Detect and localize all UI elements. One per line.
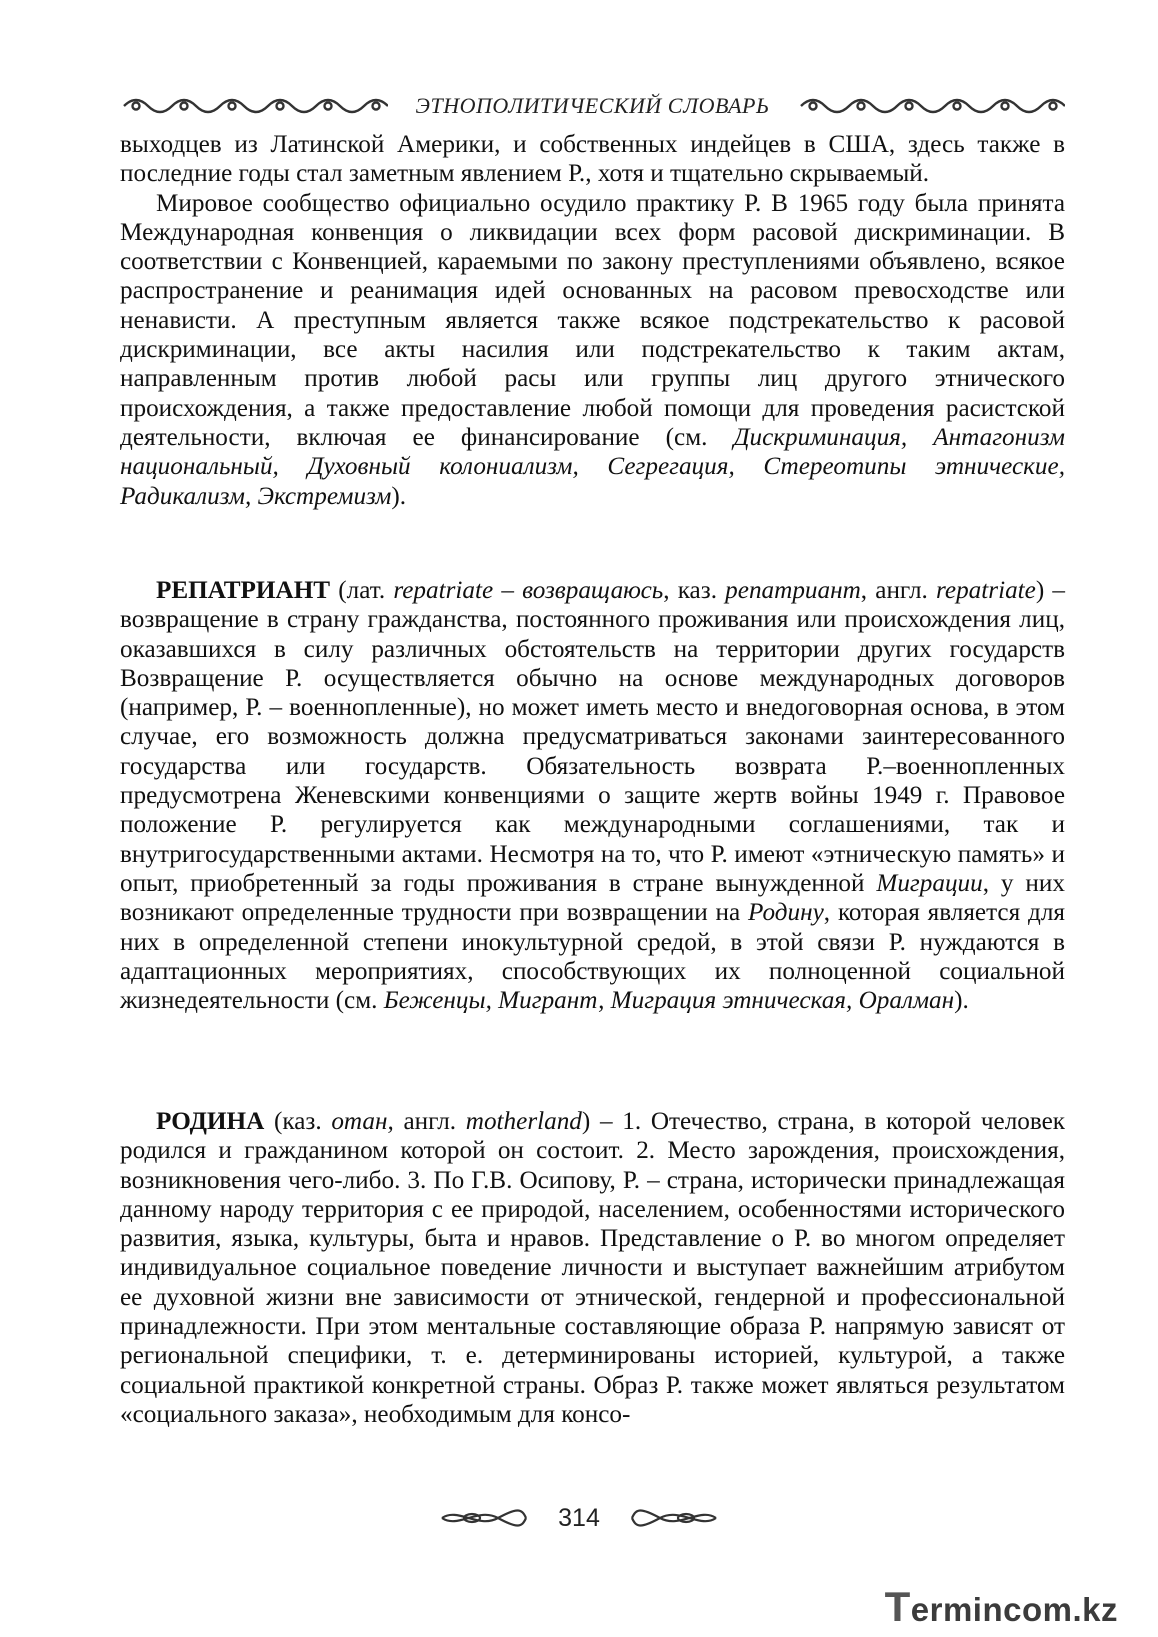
footer-ornament-left-icon (438, 1505, 530, 1531)
entry-term: РОДИНА (156, 1108, 265, 1135)
site-watermark (885, 1583, 1118, 1631)
footer-ornament-right-icon (628, 1505, 720, 1531)
kazakh-term: отан, (331, 1108, 394, 1135)
watermark-text: ermincom.kz (910, 1591, 1118, 1628)
english-term: repatriate (936, 577, 1036, 604)
header-title: ЭТНОПОЛИТИЧЕСКИЙ СЛОВАРЬ (415, 93, 770, 118)
page-footer (0, 1498, 1158, 1538)
cross-references: Дискриминация, Антагонизм национальный, Духовный колониализм, Сегрегация, Стереотипы этнические, Радикализм, Экстремизм (120, 423, 1065, 510)
entry-text: (каз. (264, 1108, 332, 1135)
entry-text: , которая является для них в определенной степени инокультурной средой, в этой связи Р. нуждаются в адаптационных мероприятиях, способствующих их полноценной социальной жизнедеятельности (см. (120, 899, 1065, 1015)
cross-reference: Родину (748, 899, 824, 927)
entry-repatriant (120, 576, 1065, 1015)
continued-entry (120, 130, 1065, 511)
ornament-left-icon (120, 95, 388, 117)
watermark-letter: T (884, 1583, 911, 1630)
entry-term: РЕПАТРИАНТ (156, 577, 331, 604)
english-term: motherland (465, 1108, 582, 1135)
entry-rodina (120, 1107, 1065, 1429)
entry-text: англ. (393, 1108, 466, 1135)
paragraph-text: Мировое сообщество официально осудило практику Р. В 1965 году была принята Международная конвенция о ликвидации всех форм расовой дискриминации. В соответствии с Конвенцией, караемыми по закону преступлениями объявлено, всякое распространение и реанимация идей основанных на расовом превосходстве или ненависти. А преступным является также всякое подстрекательство к расовой дискриминации, все акты насилия или подстрекательство к таким актам, направленным против любой расы или группы лиц другого этнического происхождения, а также предоставление любой помощи для проведения расистской деятельности, включая ее финансирование (см. (120, 189, 1065, 451)
kazakh-term: репатриант (725, 577, 861, 604)
entry-text: (лат. (330, 577, 394, 604)
paragraph-world-community (120, 189, 1065, 511)
cross-reference: Миграции (876, 869, 983, 897)
entry-text: , каз. (663, 577, 726, 604)
entry-text: , у них возникают определенные трудности при возвращении на (120, 869, 1065, 927)
entry-text: ) – возвращение в страну гражданства, постоянного проживания или происхождения лиц, оказавшихся в силу различных обстоятельств на территории других государств Возвращение Р. осуществляется обычно на основе международных договоров (например, Р. – военнопленные), но может иметь место и внедоговорная основа, в этом случае, его возможность должна предусматриваться законами заинтересованного государства или государств. Обязательность возврата Р.–военнопленных предусмотрена Женевскими конвенциями о защите жертв войны 1949 г. Правовое положение Р. регулируется как международными соглашениями, так и внутригосударственными актами. Несмотря на то, что Р. имеют «этническую память» и опыт, приобретенный за годы проживания в стране вынужденной (120, 577, 1065, 897)
cross-references: Беженцы, Мигрант, Миграция этническая, Оралман (383, 987, 955, 1015)
entry-text: , англ. (860, 577, 937, 604)
entry-repatriant-body (120, 576, 1065, 1015)
paragraph-continuation: выходцев из Латинской Америки, и собственных индейцев в США, здесь также в последние годы стал заметным явлением Р., хотя и тщательно скрываемый. (120, 131, 1065, 188)
latin-term: repatriate – возвращаюсь (393, 577, 664, 604)
entry-text: ). (954, 987, 969, 1015)
entry-rodina-body (120, 1107, 1065, 1429)
ornament-right-icon (797, 95, 1065, 117)
paragraph-end: ). (391, 482, 407, 510)
running-header (120, 86, 1065, 126)
page-number: 314 (558, 1503, 600, 1532)
entry-text: ) – 1. Отечество, страна, в которой человек родился и гражданином которой он состоит. 2. Место зарождения, происхождения, возникновения чего-либо. 3. По Г.В. Осипову, Р. – страна, исторически принадлежащая данному народу территория с ее природой, населением, особенностями исторического развития, языка, культуры, быта и нравов. Представление о Р. во многом определяет индивидуальное социальное поведение личности и выступает важнейшим атрибутом ее духовной жизни вне зависимости от этнической, гендерной и профессиональной принадлежности. При этом ментальные составляющие образа Р. напрямую зависят от региональной специфики, т. е. детерминированы историей, культурой, а также социальной практикой конкретной страны. Образ Р. также может являться результатом «социального заказа», необходимым для консо- (120, 1108, 1066, 1428)
